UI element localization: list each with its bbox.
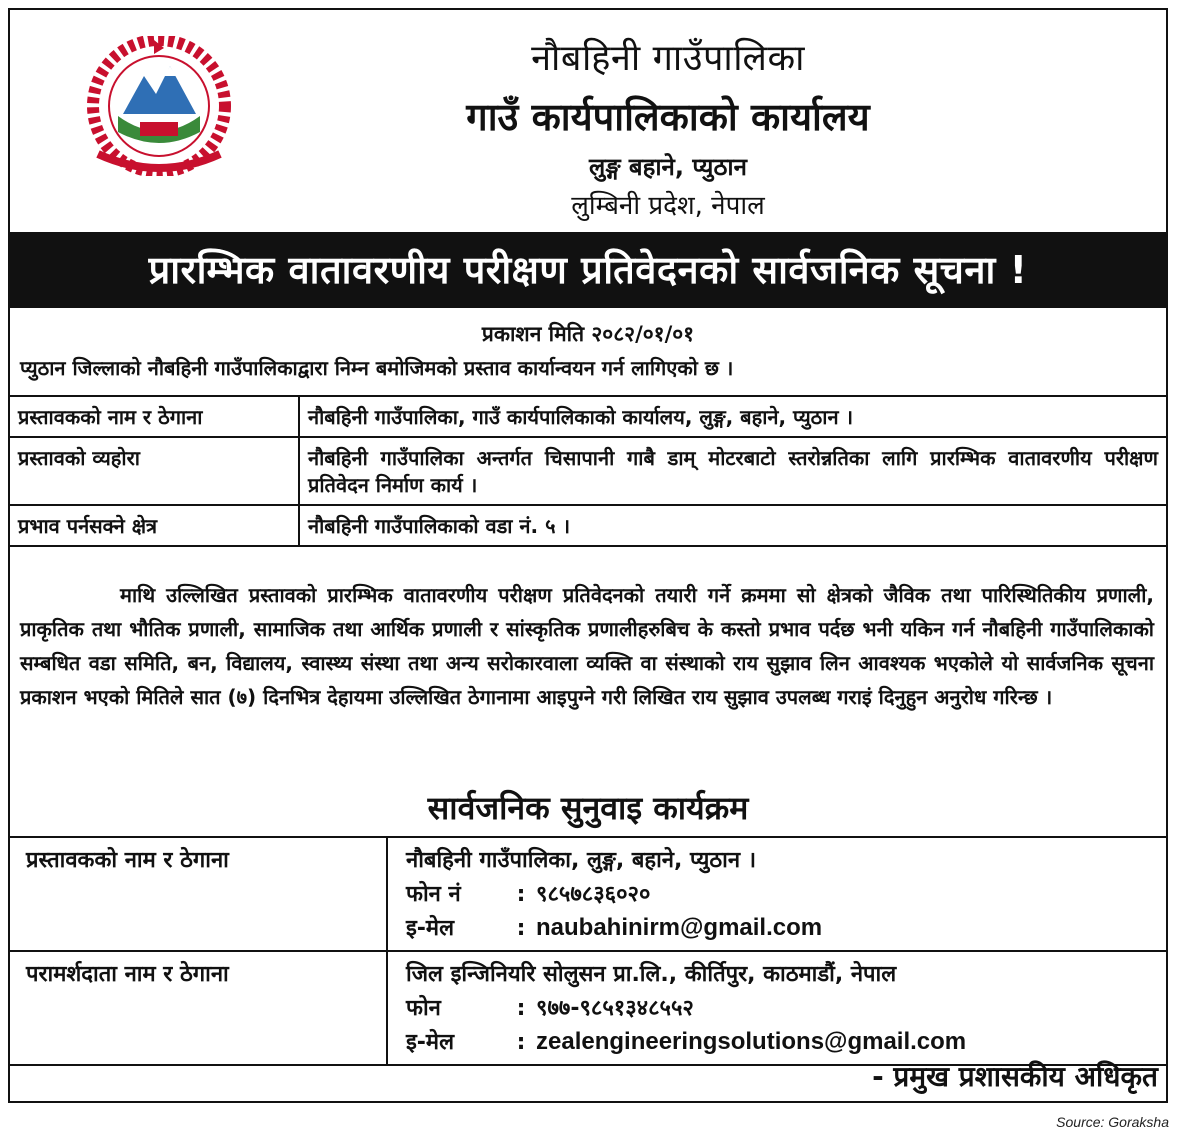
proposer-label: प्रस्तावकको नाम र ठेगाना xyxy=(10,838,388,950)
separator: : xyxy=(516,916,526,941)
province-address: लुम्बिनी प्रदेश, नेपाल xyxy=(571,191,765,221)
local-body-name: नौबहिनी गाउँपालिका xyxy=(531,38,805,79)
row-label: प्रभाव पर्नसक्ने क्षेत्र xyxy=(10,505,299,546)
body-paragraph: माथि उल्लिखित प्रस्तावको प्रारम्भिक वातावरणीय परीक्षण प्रतिवेदनको तयारी गर्ने क्रममा सो क्षेत्रको जैविक तथा पारिस्थितिकीय प्रणाली, प्राकृतिक तथा भौतिक प्रणाली, सामाजिक तथा आर्थिक प्रणाली र सांस्कृतिक प्रणालीहरुबिच के कस्तो प्रभाव पर्दछ भनी यकिन गर्न नौबहिनी गाउँपालिकाको सम्बधित वडा समिति, बन, विद्यालय, स्वास्थ्य संस्था तथा अन्य सरोकारवाला व्यक्ति वा संस्थाको राय सुझाव लिन आवश्यक भएकोले यो सार्वजनिक सूचना प्रकाशन भएको मितिले सात (७) दिनभित्र देहायमा उल्लिखित ठेगानामा आइपुग्ने गरी लिखित राय सुझाव उपलब्ध गराइं दिनुहुन अनुरोध गरिन्छ । xyxy=(20,583,1154,709)
proposer-email-line xyxy=(406,912,1156,946)
hearing-title: सार्वजनिक सुनुवाइ कार्यक्रम xyxy=(427,789,749,827)
consultant-row xyxy=(10,952,1166,1066)
consultant-phone: ९७७-९८५१३४८५५२ xyxy=(536,996,694,1021)
proposal-info-table xyxy=(10,395,1166,547)
intro-text: प्युठान जिल्लाको नौबहिनी गाउँपालिकाद्वारा निम्न बमोजिमको प्रस्ताव कार्यान्वयन गर्न लागिएको छ । xyxy=(20,356,734,380)
government-emblem-icon xyxy=(78,36,240,176)
table-row xyxy=(10,396,1166,437)
notice-banner: प्रारम्भिक वातावरणीय परीक्षण प्रतिवेदनको सार्वजनिक सूचना ! xyxy=(10,232,1166,308)
phone-label: फोन xyxy=(406,996,441,1021)
row-label: प्रस्तावकको नाम र ठेगाना xyxy=(10,396,299,437)
row-value: नौबहिनी गाउँपालिका अन्तर्गत चिसापानी गाबै डाम् मोटरबाटो स्तरोन्नतिका लागि प्रारम्भिक वातावरणीय परीक्षण प्रतिवेदन निर्माण कार्य । xyxy=(299,437,1166,505)
proposer-details xyxy=(388,838,1166,950)
email-label: इ-मेल xyxy=(406,916,455,941)
row-value: नौबहिनी गाउँपालिका, गाउँ कार्यपालिकाको कार्यालय, लुङ्ग, बहाने, प्युठान । xyxy=(299,396,1166,437)
proposer-name: नौबहिनी गाउँपालिका, लुङ्ग, बहाने, प्युठान । xyxy=(406,848,757,873)
source-credit: Source: Goraksha xyxy=(1056,1114,1169,1130)
consultant-name: जिल इन्जिनियरि सोलुसन प्रा.लि., कीर्तिपुर, काठमाडौं, नेपाल xyxy=(406,962,897,987)
publication-date: प्रकाशन मिति २०८२/०१/०१ xyxy=(481,322,695,346)
office-address: लुङ्ग बहाने, प्युठान xyxy=(589,153,747,181)
consultant-phone-line xyxy=(406,992,1156,1026)
row-value: नौबहिनी गाउँपालिकाको वडा नं. ५ । xyxy=(299,505,1166,546)
public-notice xyxy=(8,8,1168,1103)
separator: : xyxy=(516,1030,526,1055)
separator: : xyxy=(516,882,526,907)
office-name: गाउँ कार्यपालिकाको कार्यालय xyxy=(466,95,870,139)
proposer-email: naubahinirm@gmail.com xyxy=(536,914,823,941)
notice-header xyxy=(10,10,1166,232)
proposer-phone: ९८५७८३६०२० xyxy=(536,882,651,907)
consultant-email-line xyxy=(406,1026,1156,1060)
proposer-row xyxy=(10,838,1166,952)
email-label: इ-मेल xyxy=(406,1030,455,1055)
phone-label: फोन नं xyxy=(406,882,461,907)
table-row xyxy=(10,437,1166,505)
proposer-phone-line xyxy=(406,878,1156,912)
consultant-label: परामर्शदाता नाम र ठेगाना xyxy=(10,952,388,1064)
hearing-table xyxy=(10,836,1166,1066)
table-row xyxy=(10,505,1166,546)
separator: : xyxy=(516,996,526,1021)
consultant-details xyxy=(388,952,1166,1064)
row-label: प्रस्तावको व्यहोरा xyxy=(10,437,299,505)
signature-line: - प्रमुख प्रशासकीय अधिकृत xyxy=(872,1060,1158,1093)
consultant-email: zealengineeringsolutions@gmail.com xyxy=(536,1028,967,1055)
